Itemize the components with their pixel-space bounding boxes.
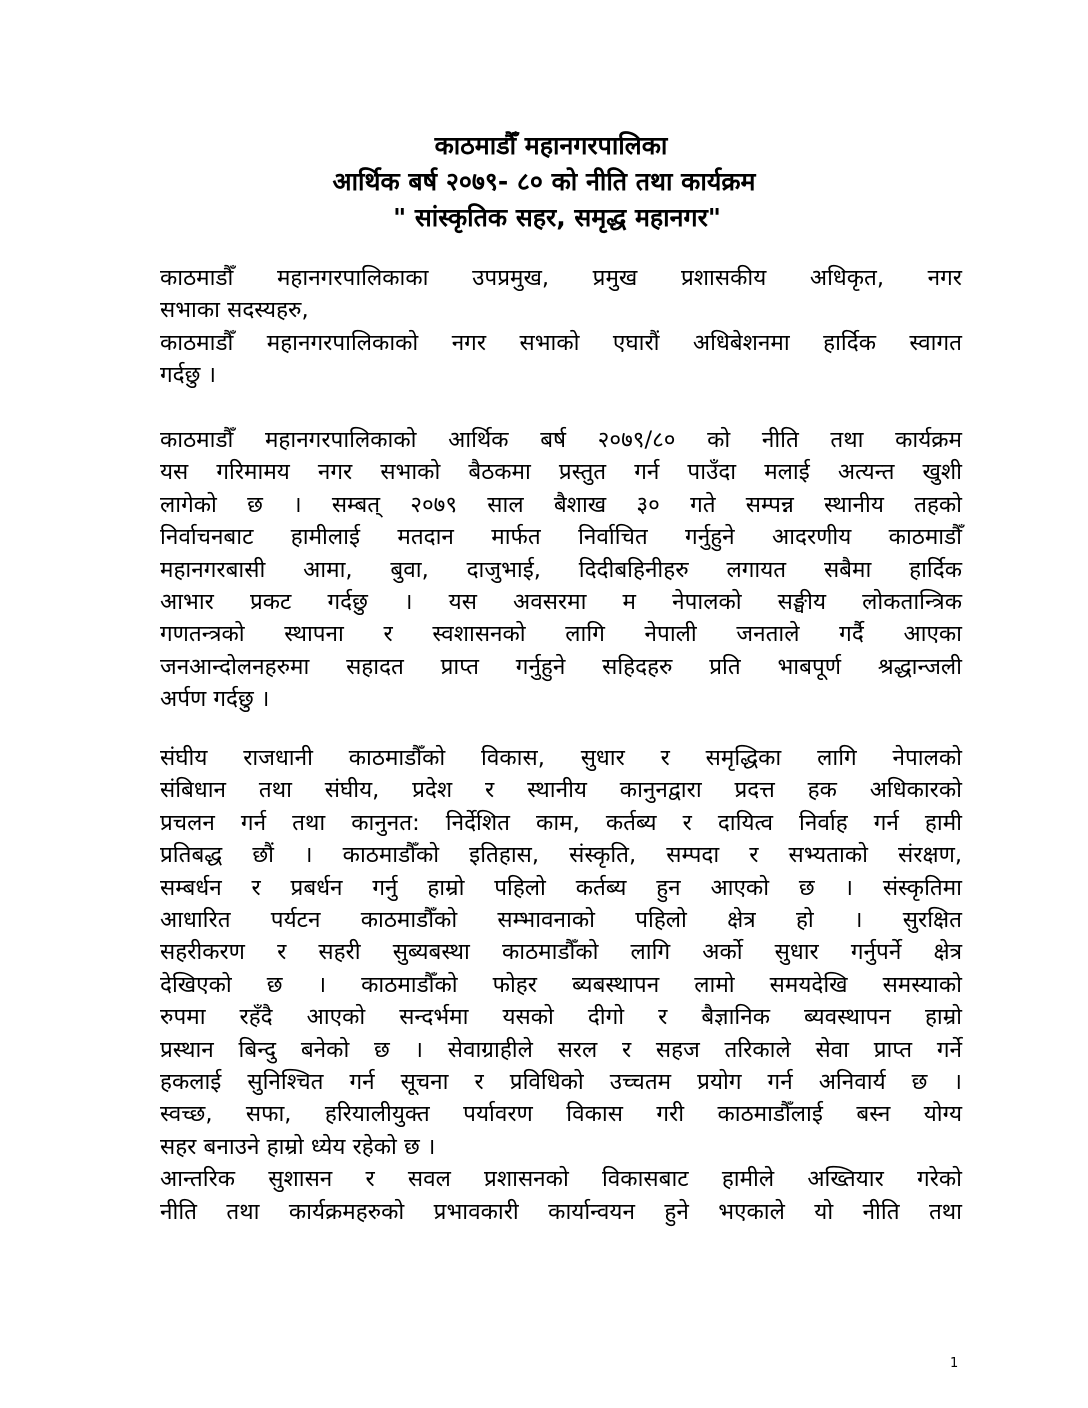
paragraph-line: रुपमा रहँदै आएको सन्दर्भमा यसको दीगो र बैज्ञानिक ब्यवस्थापन हाम्रो bbox=[160, 1004, 962, 1031]
paragraph-line: गर्दछु । bbox=[160, 362, 217, 389]
paragraph-line: सहरीकरण र सहरी सुब्यबस्था काठमाडौँको लागि अर्को सुधार गर्नुपर्ने क्षेत्र bbox=[160, 939, 962, 966]
paragraph-line: काठमाडौँ महानगरपालिकाको नगर सभाको एघारौं अधिबेशनमा हार्दिक स्वागत bbox=[160, 329, 962, 356]
paragraph-line: आन्तरिक सुशासन र सवल प्रशासनको विकासबाट हामीले अख्तियार गरेको bbox=[160, 1166, 962, 1193]
paragraph-line: गणतन्त्रको स्थापना र स्वशासनको लागि नेपाली जनताले गर्दै आएका bbox=[160, 621, 962, 648]
paragraph-vision bbox=[160, 742, 962, 1228]
paragraph-line: काठमाडौँ महानगरपालिकाको आर्थिक बर्ष २०७९/८० को नीति तथा कार्यक्रम bbox=[160, 427, 962, 453]
paragraph-line: सहर बनाउने हाम्रो ध्येय रहेको छ । bbox=[160, 1133, 436, 1160]
paragraph-line: काठमाडौँ महानगरपालिकाका उपप्रमुख, प्रमुख प्रशासकीय अधिकृत, नगर bbox=[160, 265, 962, 291]
document-title bbox=[0, 128, 1088, 236]
paragraph-line: सम्बर्धन र प्रबर्धन गर्नु हाम्रो पहिलो कर्तब्य हुन आएको छ । संस्कृतिमा bbox=[160, 874, 962, 901]
paragraph-line: नीति तथा कार्यक्रमहरुको प्रभावकारी कार्यान्वयन हुने भएकाले यो नीति तथा bbox=[160, 1198, 962, 1225]
page-number: 1 bbox=[950, 1356, 959, 1371]
paragraph-line: सभाका सदस्यहरु, bbox=[160, 297, 309, 324]
paragraph-gratitude bbox=[160, 424, 962, 716]
paragraph-line: प्रचलन गर्न तथा कानुनत: निर्देशित काम, कर्तब्य र दायित्व निर्वाह गर्न हामी bbox=[160, 809, 962, 836]
paragraph-line: महानगरबासी आमा, बुवा, दाजुभाई, दिदीबहिनीहरु लगायत सबैमा हार्दिक bbox=[160, 556, 962, 583]
paragraph-line: हकलाई सुनिश्चित गर्न सूचना र प्रविधिको उच्चतम प्रयोग गर्न अनिवार्य छ । bbox=[160, 1069, 962, 1096]
paragraph-line: संघीय राजधानी काठमाडौँको विकास, सुधार र समृद्धिका लागि नेपालको bbox=[160, 745, 962, 771]
title-organization: काठमाडौँ महानगरपालिका bbox=[434, 131, 668, 160]
paragraph-line: अर्पण गर्दछु । bbox=[160, 686, 270, 713]
paragraph-line: निर्वाचनबाट हामीलाई मतदान मार्फत निर्वाचित गर्नुहुने आदरणीय काठमाडौँ bbox=[160, 524, 962, 551]
paragraph-line: स्वच्छ, सफा, हरियालीयुक्त पर्यावरण विकास गरी काठमाडौँलाई बस्न योग्य bbox=[160, 1101, 962, 1128]
paragraph-line: लागेको छ । सम्बत् २०७९ साल बैशाख ३० गते सम्पन्न स्थानीय तहको bbox=[160, 491, 962, 518]
paragraph-line: देखिएको छ । काठमाडौँको फोहर ब्यबस्थापन लामो समयदेखि समस्याको bbox=[160, 971, 962, 998]
paragraph-line: जनआन्दोलनहरुमा सहादत प्राप्त गर्नुहुने सहिदहरु प्रति भाबपूर्ण श्रद्धान्जली bbox=[160, 653, 962, 680]
paragraph-line: आभार प्रकट गर्दछु । यस अवसरमा म नेपालको सङ्घीय लोकतान्त्रिक bbox=[160, 589, 962, 616]
paragraph-welcome bbox=[160, 262, 962, 392]
title-slogan: " सांस्कृतिक सहर, समृद्ध महानगर" bbox=[393, 203, 721, 232]
paragraph-line: आधारित पर्यटन काठमाडौँको सम्भावनाको पहिलो क्षेत्र हो । सुरक्षित bbox=[160, 907, 962, 934]
paragraph-line: यस गरिमामय नगर सभाको बैठकमा प्रस्तुत गर्न पाउँदा मलाई अत्यन्त खुशी bbox=[160, 459, 962, 486]
paragraph-line: प्रस्थान बिन्दु बनेको छ । सेवाग्राहीले सरल र सहज तरिकाले सेवा प्राप्त गर्ने bbox=[160, 1036, 962, 1063]
paragraph-line: प्रतिबद्ध छौं । काठमाडौँको इतिहास, संस्कृति, सम्पदा र सभ्यताको संरक्षण, bbox=[160, 842, 962, 869]
paragraph-line: संबिधान तथा संघीय, प्रदेश र स्थानीय कानुनद्वारा प्रदत्त हक अधिकारको bbox=[160, 777, 962, 804]
title-policy-program: आर्थिक बर्ष २०७९- ८० को नीति तथा कार्यक्रम bbox=[332, 167, 756, 196]
